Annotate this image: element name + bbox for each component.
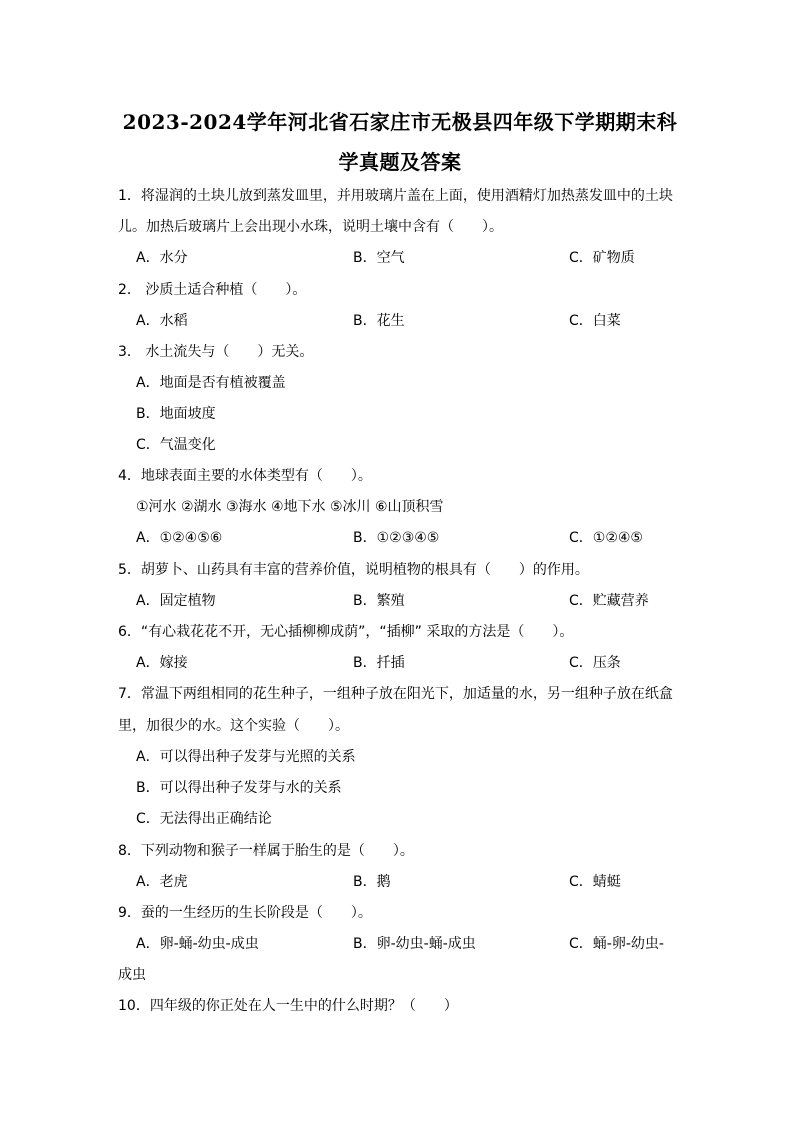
question-1-stem-line-2: 儿。加热后玻璃片上会出现小水珠，说明土壤中含有（ ）。: [118, 219, 503, 235]
question-7-option-b: B．可以得出种子发芽与水的关系: [136, 780, 342, 796]
question-3-option-a: A．地面是否有植被覆盖: [136, 375, 286, 391]
question-1-option-b: B．空气: [353, 250, 405, 266]
question-7-option-a: A．可以得出种子发芽与光照的关系: [136, 749, 356, 765]
question-7-option-c: C．无法得出正确结论: [136, 811, 272, 827]
question-3-stem: 3． 水土流失与（ ）无关。: [118, 344, 314, 360]
question-9-option-c: C．蛹-卵-幼虫-: [569, 936, 664, 952]
question-9-stem: 9．蚕的一生经历的生长阶段是（ ）。: [118, 905, 372, 921]
question-1-stem-line-1: 1．将湿润的土块儿放到蒸发皿里，并用玻璃片盖在上面，使用酒精灯加热蒸发皿中的土块: [118, 188, 673, 204]
question-6-option-c: C．压条: [569, 655, 621, 671]
question-6-option-b: B．扦插: [353, 655, 405, 671]
question-9-option-c-wrap: 成虫: [118, 967, 146, 983]
question-5-option-b: B．繁殖: [353, 593, 405, 609]
question-9-option-b: B．卵-幼虫-蛹-成虫: [353, 936, 476, 952]
question-3-option-b: B．地面坡度: [136, 406, 216, 422]
question-3-option-c: C．气温变化: [136, 437, 216, 453]
question-7-stem-line-1: 7．常温下两组相同的花生种子，一组种子放在阳光下，加适量的水，另一组种子放在纸盒: [118, 686, 673, 702]
question-4-option-c: C．①②④⑤: [569, 530, 643, 546]
question-5-stem: 5．胡萝卜、山药具有丰富的营养价值，说明植物的根具有（ ）的作用。: [118, 562, 589, 578]
question-5-option-a: A．固定植物: [136, 593, 216, 609]
question-9-option-a: A．卵-蛹-幼虫-成虫: [136, 936, 259, 952]
document-title-line-1: 2023-2024学年河北省石家庄市无极县四年级下学期期末科: [122, 110, 678, 134]
question-1-option-a: A．水分: [136, 250, 188, 266]
question-5-option-c: C．贮藏营养: [569, 593, 649, 609]
question-2-option-a: A．水稻: [136, 313, 188, 329]
question-7-stem-line-2: 里，加很少的水。这个实验（ ）。: [118, 718, 349, 734]
question-1-option-c: C．矿物质: [569, 250, 635, 266]
question-4-option-a: A．①②④⑤⑥: [136, 530, 223, 546]
question-8-option-a: A．老虎: [136, 874, 188, 890]
question-8-stem: 8．下列动物和猴子一样属于胎生的是（ ）。: [118, 843, 414, 859]
question-8-option-c: C．蜻蜓: [569, 874, 621, 890]
question-4-sub-line: ①河水 ②湖水 ③海水 ④地下水 ⑤冰川 ⑥山顶积雪: [136, 499, 444, 515]
question-2-stem: 2． 沙质土适合种植（ ）。: [118, 282, 307, 298]
question-10-stem: 10．四年级的你正处在人一生中的什么时期？（ ）: [118, 998, 458, 1014]
question-8-option-b: B．鹅: [353, 874, 391, 890]
question-4-stem: 4．地球表面主要的水体类型有（ ）。: [118, 468, 372, 484]
question-6-option-a: A．嫁接: [136, 655, 188, 671]
question-2-option-b: B．花生: [353, 313, 405, 329]
question-6-stem: 6．“有心栽花花不开，无心插柳柳成荫”，“插柳” 采取的方法是（ ）。: [118, 624, 574, 640]
document-title-line-2: 学真题及答案: [338, 150, 462, 174]
question-2-option-c: C．白菜: [569, 313, 621, 329]
question-4-option-b: B．①②③④⑤: [353, 530, 440, 546]
